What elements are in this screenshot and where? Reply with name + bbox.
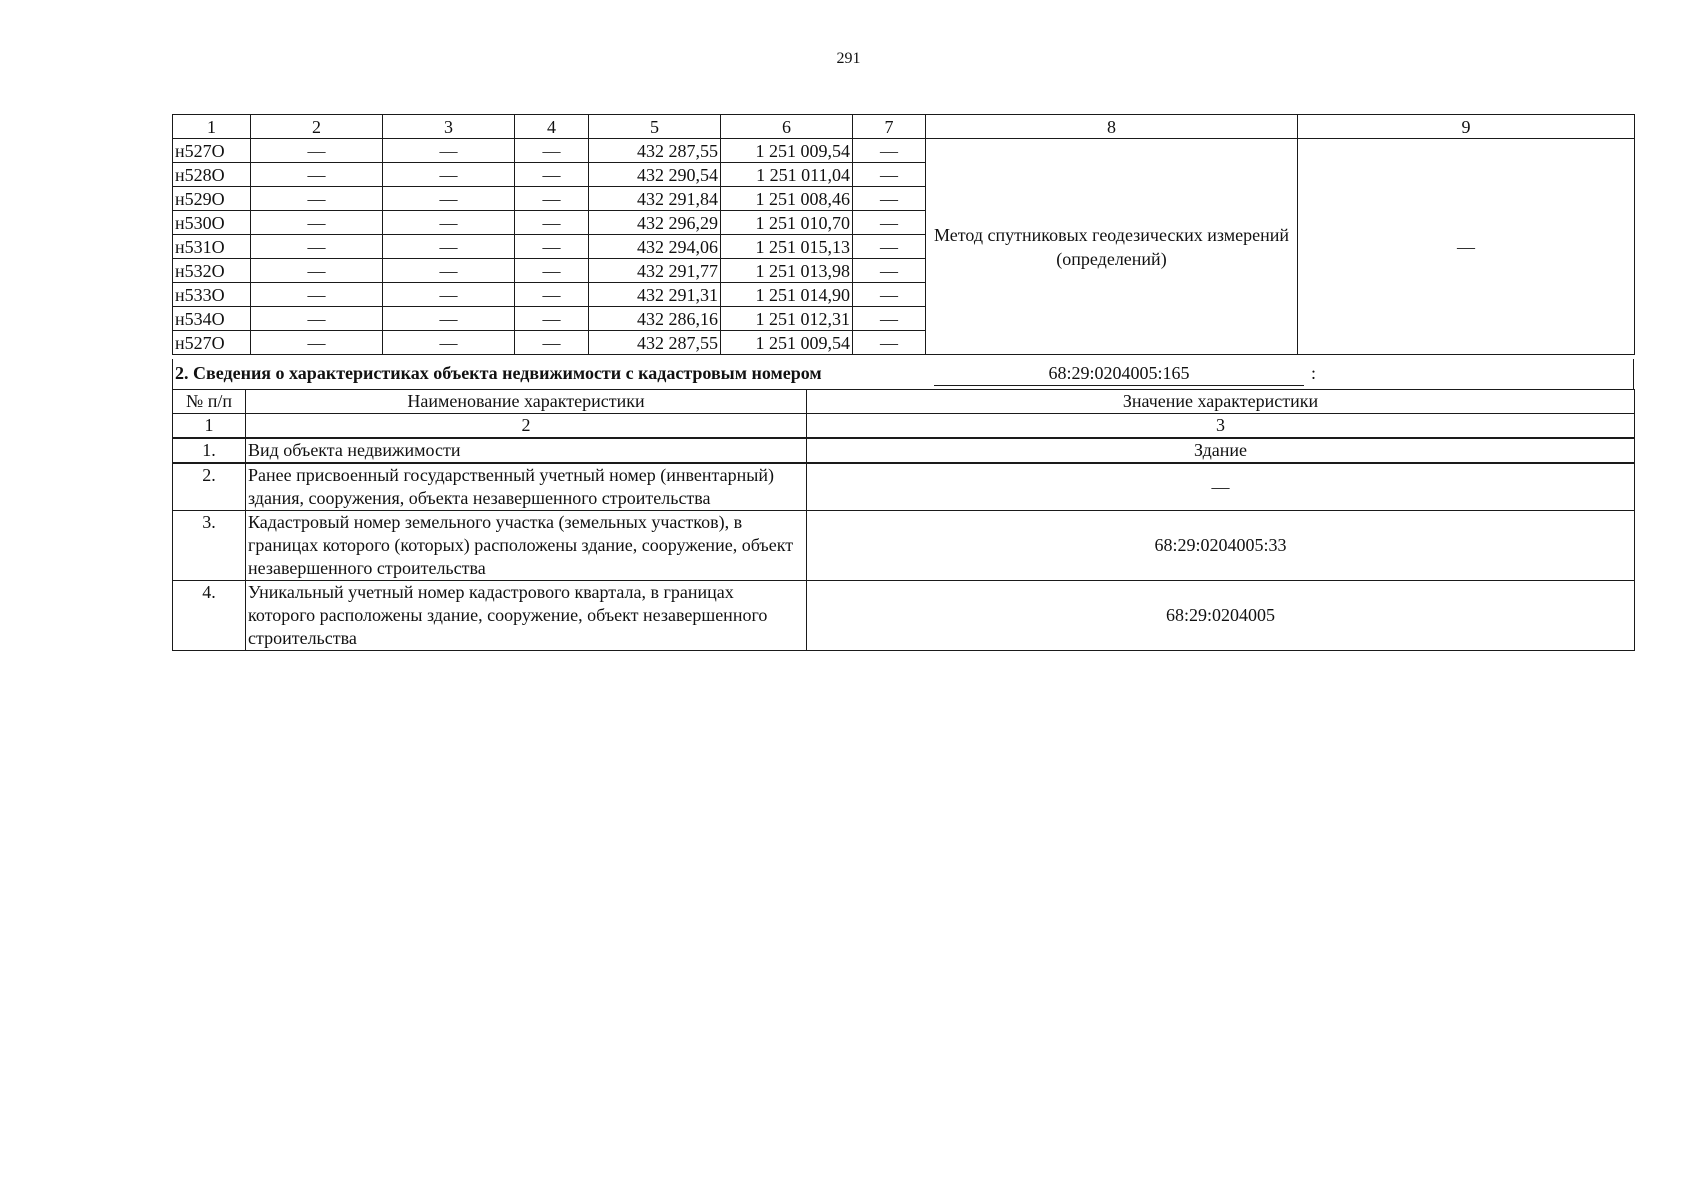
characteristics-table <box>172 389 1635 651</box>
characteristic-name: Ранее присвоенный государственный учетный номер (инвентарный) здания, сооружения, объекта незавершенного строительства <box>246 463 807 511</box>
coordinate-y: 1 251 011,04 <box>721 163 853 187</box>
column-9-value: — <box>1298 139 1635 355</box>
cell-value: — <box>251 259 383 283</box>
point-name: н533О <box>173 283 251 307</box>
characteristic-name: Кадастровый номер земельного участка (земельных участков), в границах которого (которых) расположены здание, сооружение, объект незавершенного строительства <box>246 511 807 581</box>
column-number: 9 <box>1298 115 1635 139</box>
cell-value: — <box>383 187 515 211</box>
characteristic-value: Здание <box>807 438 1635 463</box>
column-header: Наименование характеристики <box>246 390 807 414</box>
column-number: 1 <box>173 414 246 439</box>
column-number: 1 <box>173 115 251 139</box>
characteristic-row <box>173 581 1635 651</box>
cell-value: — <box>515 187 589 211</box>
row-number: 2. <box>173 463 246 511</box>
column-number: 3 <box>807 414 1635 439</box>
coordinate-y: 1 251 013,98 <box>721 259 853 283</box>
cell-value: — <box>515 331 589 355</box>
page-number: 291 <box>836 50 861 67</box>
cell-value: — <box>383 235 515 259</box>
cell-value: — <box>251 307 383 331</box>
coordinate-row <box>173 139 1635 163</box>
column-number: 3 <box>383 115 515 139</box>
coordinate-y: 1 251 008,46 <box>721 187 853 211</box>
characteristic-value: 68:29:0204005:33 <box>807 511 1635 581</box>
cell-value: — <box>251 211 383 235</box>
characteristic-row <box>173 463 1635 511</box>
coordinate-x: 432 291,84 <box>589 187 721 211</box>
coordinate-x: 432 286,16 <box>589 307 721 331</box>
coordinate-x: 432 290,54 <box>589 163 721 187</box>
characteristics-header-row <box>173 390 1635 414</box>
section-2-header <box>172 359 1634 389</box>
characteristic-name: Вид объекта недвижимости <box>246 438 807 463</box>
coordinate-y: 1 251 014,90 <box>721 283 853 307</box>
cell-value: — <box>853 259 926 283</box>
column-header: № п/п <box>173 390 246 414</box>
column-number: 4 <box>515 115 589 139</box>
coordinates-table <box>172 114 1635 355</box>
cadastral-number: 68:29:0204005:165 <box>934 359 1304 386</box>
cell-value: — <box>383 163 515 187</box>
point-name: н528О <box>173 163 251 187</box>
coordinate-y: 1 251 009,54 <box>721 139 853 163</box>
cell-value: — <box>853 187 926 211</box>
coordinate-x: 432 287,55 <box>589 331 721 355</box>
row-number: 3. <box>173 511 246 581</box>
coordinate-x: 432 296,29 <box>589 211 721 235</box>
column-header: Значение характеристики <box>807 390 1635 414</box>
column-number: 2 <box>246 414 807 439</box>
coordinate-x: 432 291,31 <box>589 283 721 307</box>
cell-value: — <box>515 139 589 163</box>
cell-value: — <box>251 331 383 355</box>
cell-value: — <box>251 163 383 187</box>
coordinate-y: 1 251 015,13 <box>721 235 853 259</box>
cell-value: — <box>515 259 589 283</box>
coordinate-x: 432 294,06 <box>589 235 721 259</box>
characteristic-value: 68:29:0204005 <box>807 581 1635 651</box>
cell-value: — <box>515 283 589 307</box>
characteristic-name: Уникальный учетный номер кадастрового квартала, в границах которого расположены здание, сооружение, объект незавершенного строительства <box>246 581 807 651</box>
cell-value: — <box>853 211 926 235</box>
row-number: 1. <box>173 438 246 463</box>
coordinate-x: 432 287,55 <box>589 139 721 163</box>
characteristic-value: — <box>807 463 1635 511</box>
measurement-method: Метод спутниковых геодезических измерений (определений) <box>926 139 1298 355</box>
point-name: н530О <box>173 211 251 235</box>
characteristic-row <box>173 438 1635 463</box>
coordinate-y: 1 251 010,70 <box>721 211 853 235</box>
cell-value: — <box>251 187 383 211</box>
cell-value: — <box>853 235 926 259</box>
cell-value: — <box>515 307 589 331</box>
cell-value: — <box>853 163 926 187</box>
column-number: 8 <box>926 115 1298 139</box>
cell-value: — <box>383 211 515 235</box>
point-name: н529О <box>173 187 251 211</box>
column-number: 2 <box>251 115 383 139</box>
cell-value: — <box>383 283 515 307</box>
cell-value: — <box>251 283 383 307</box>
point-name: н532О <box>173 259 251 283</box>
characteristic-row <box>173 511 1635 581</box>
cell-value: — <box>515 211 589 235</box>
cell-value: — <box>853 139 926 163</box>
row-number: 4. <box>173 581 246 651</box>
coordinate-y: 1 251 009,54 <box>721 331 853 355</box>
trailing-colon: : <box>1311 363 1317 383</box>
cell-value: — <box>853 307 926 331</box>
cell-value: — <box>251 139 383 163</box>
column-number: 6 <box>721 115 853 139</box>
cell-value: — <box>515 235 589 259</box>
section-2-title: 2. Сведения о характеристиках объекта недвижимости с кадастровым номером <box>175 363 822 383</box>
coordinates-header-row <box>173 115 1635 139</box>
column-number: 7 <box>853 115 926 139</box>
cell-value: — <box>383 331 515 355</box>
cell-value: — <box>383 307 515 331</box>
column-number: 5 <box>589 115 721 139</box>
column-numbers-row <box>173 414 1635 439</box>
coordinate-y: 1 251 012,31 <box>721 307 853 331</box>
cell-value: — <box>515 163 589 187</box>
cell-value: — <box>383 139 515 163</box>
point-name: н527О <box>173 331 251 355</box>
cell-value: — <box>383 259 515 283</box>
point-name: н534О <box>173 307 251 331</box>
cell-value: — <box>251 235 383 259</box>
coordinate-x: 432 291,77 <box>589 259 721 283</box>
cell-value: — <box>853 283 926 307</box>
point-name: н527О <box>173 139 251 163</box>
cell-value: — <box>853 331 926 355</box>
point-name: н531О <box>173 235 251 259</box>
